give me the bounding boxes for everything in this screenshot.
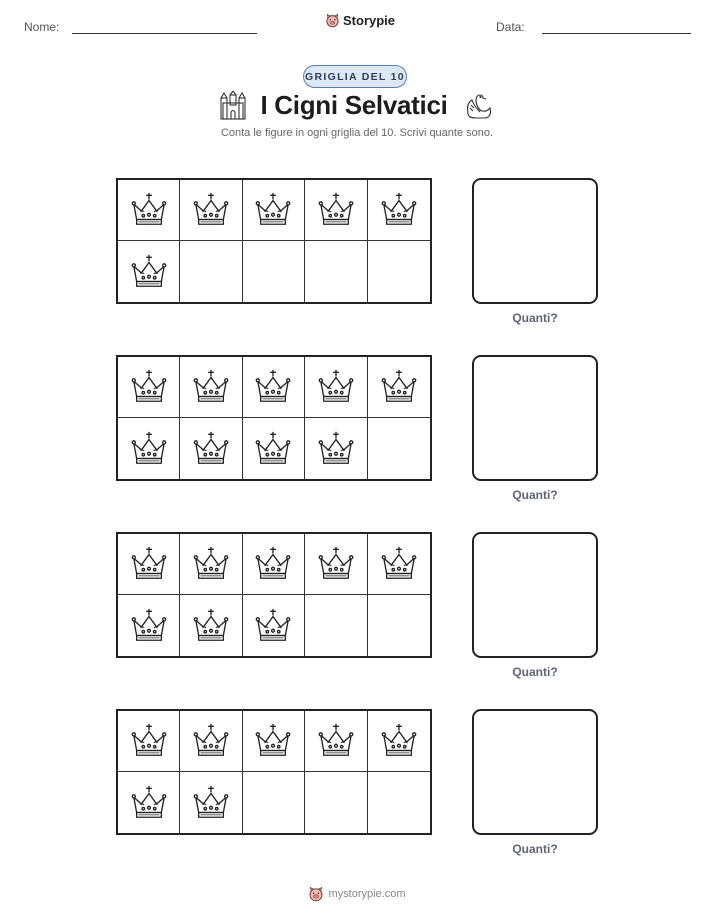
crown-icon — [130, 430, 168, 468]
ten-frame-cell — [180, 534, 242, 595]
ten-frame-cell — [118, 772, 180, 833]
crown-icon — [130, 191, 168, 229]
swan-icon — [462, 92, 494, 120]
answer-label: Quanti? — [512, 311, 558, 325]
ten-frame-cell — [180, 595, 242, 656]
answer-box[interactable] — [472, 532, 598, 658]
crown-icon — [130, 253, 168, 291]
ten-frame-cell — [118, 595, 180, 656]
ten-frame — [116, 355, 432, 481]
crown-icon — [317, 191, 355, 229]
date-label: Data: — [496, 20, 525, 34]
instructions: Conta le figure in ogni griglia del 10. Scrivi quante sono. — [220, 127, 494, 139]
crown-icon — [192, 545, 230, 583]
crown-icon — [130, 722, 168, 760]
answer-label: Quanti? — [512, 488, 558, 502]
crown-icon — [130, 784, 168, 822]
name-field[interactable] — [72, 33, 257, 34]
page-title: I Cigni Selvatici — [260, 90, 448, 120]
crown-icon — [130, 368, 168, 406]
answer-box[interactable] — [472, 178, 598, 304]
crown-icon — [192, 368, 230, 406]
crown-icon — [254, 545, 292, 583]
ten-frame-cell — [368, 534, 430, 595]
ten-frame-cell — [368, 711, 430, 772]
ten-frame-cell — [180, 357, 242, 418]
date-field[interactable] — [542, 33, 691, 34]
ten-frame-cell — [368, 595, 430, 656]
crown-icon — [317, 545, 355, 583]
answer-label: Quanti? — [512, 665, 558, 679]
ten-frame — [116, 178, 432, 304]
ten-frame-cell — [180, 241, 242, 302]
ten-frame-cell — [180, 772, 242, 833]
ten-frame-cell — [243, 534, 305, 595]
crown-icon — [192, 784, 230, 822]
ten-frame-cell — [305, 595, 367, 656]
ten-frame-cell — [368, 772, 430, 833]
ten-frame-cell — [368, 357, 430, 418]
footer — [0, 886, 714, 902]
ten-frame — [116, 709, 432, 835]
answer-label: Quanti? — [512, 842, 558, 856]
crown-icon — [254, 607, 292, 645]
ten-frame-cell — [305, 711, 367, 772]
ten-frame-cell — [305, 772, 367, 833]
crown-icon — [380, 722, 418, 760]
pig-mascot-icon — [308, 886, 324, 902]
worksheet-badge: GRIGLIA DEL 10 — [303, 65, 407, 88]
ten-frame-cell — [243, 772, 305, 833]
ten-frame-cell — [180, 711, 242, 772]
brand-name: Storypie — [343, 13, 396, 28]
ten-frame-cell — [118, 357, 180, 418]
ten-frame-cell — [243, 180, 305, 241]
crown-icon — [317, 368, 355, 406]
answer-box[interactable] — [472, 355, 598, 481]
name-label: Nome: — [24, 20, 60, 34]
ten-frame-cell — [243, 711, 305, 772]
crown-icon — [130, 607, 168, 645]
crown-icon — [192, 722, 230, 760]
crown-icon — [192, 430, 230, 468]
ten-frame-cell — [305, 180, 367, 241]
crown-icon — [130, 545, 168, 583]
crown-icon — [380, 545, 418, 583]
ten-frame-cell — [243, 357, 305, 418]
crown-icon — [254, 368, 292, 406]
ten-frame-cell — [305, 241, 367, 302]
ten-frame-cell — [243, 418, 305, 479]
ten-frame-cell — [118, 534, 180, 595]
crown-icon — [380, 191, 418, 229]
title-row — [0, 90, 714, 121]
ten-frame — [116, 532, 432, 658]
ten-frame-cell — [118, 180, 180, 241]
pig-mascot-icon — [325, 13, 340, 28]
ten-frame-cell — [243, 241, 305, 302]
crown-icon — [317, 722, 355, 760]
ten-frame-cell — [368, 241, 430, 302]
brand-logo — [325, 13, 395, 28]
ten-frame-cell — [180, 180, 242, 241]
ten-frame-cell — [118, 418, 180, 479]
ten-frame-cell — [180, 418, 242, 479]
crown-icon — [380, 368, 418, 406]
answer-box[interactable] — [472, 709, 598, 835]
ten-frame-cell — [118, 241, 180, 302]
ten-frame-cell — [305, 357, 367, 418]
ten-frame-cell — [305, 534, 367, 595]
footer-site: mystorypie.com — [328, 888, 406, 900]
crown-icon — [192, 191, 230, 229]
ten-frame-cell — [118, 711, 180, 772]
ten-frame-cell — [305, 418, 367, 479]
ten-frame-cell — [368, 418, 430, 479]
crown-icon — [317, 430, 355, 468]
ten-frame-cell — [243, 595, 305, 656]
castle-icon — [220, 91, 246, 121]
crown-icon — [254, 430, 292, 468]
crown-icon — [192, 607, 230, 645]
crown-icon — [254, 722, 292, 760]
ten-frame-cell — [368, 180, 430, 241]
crown-icon — [254, 191, 292, 229]
